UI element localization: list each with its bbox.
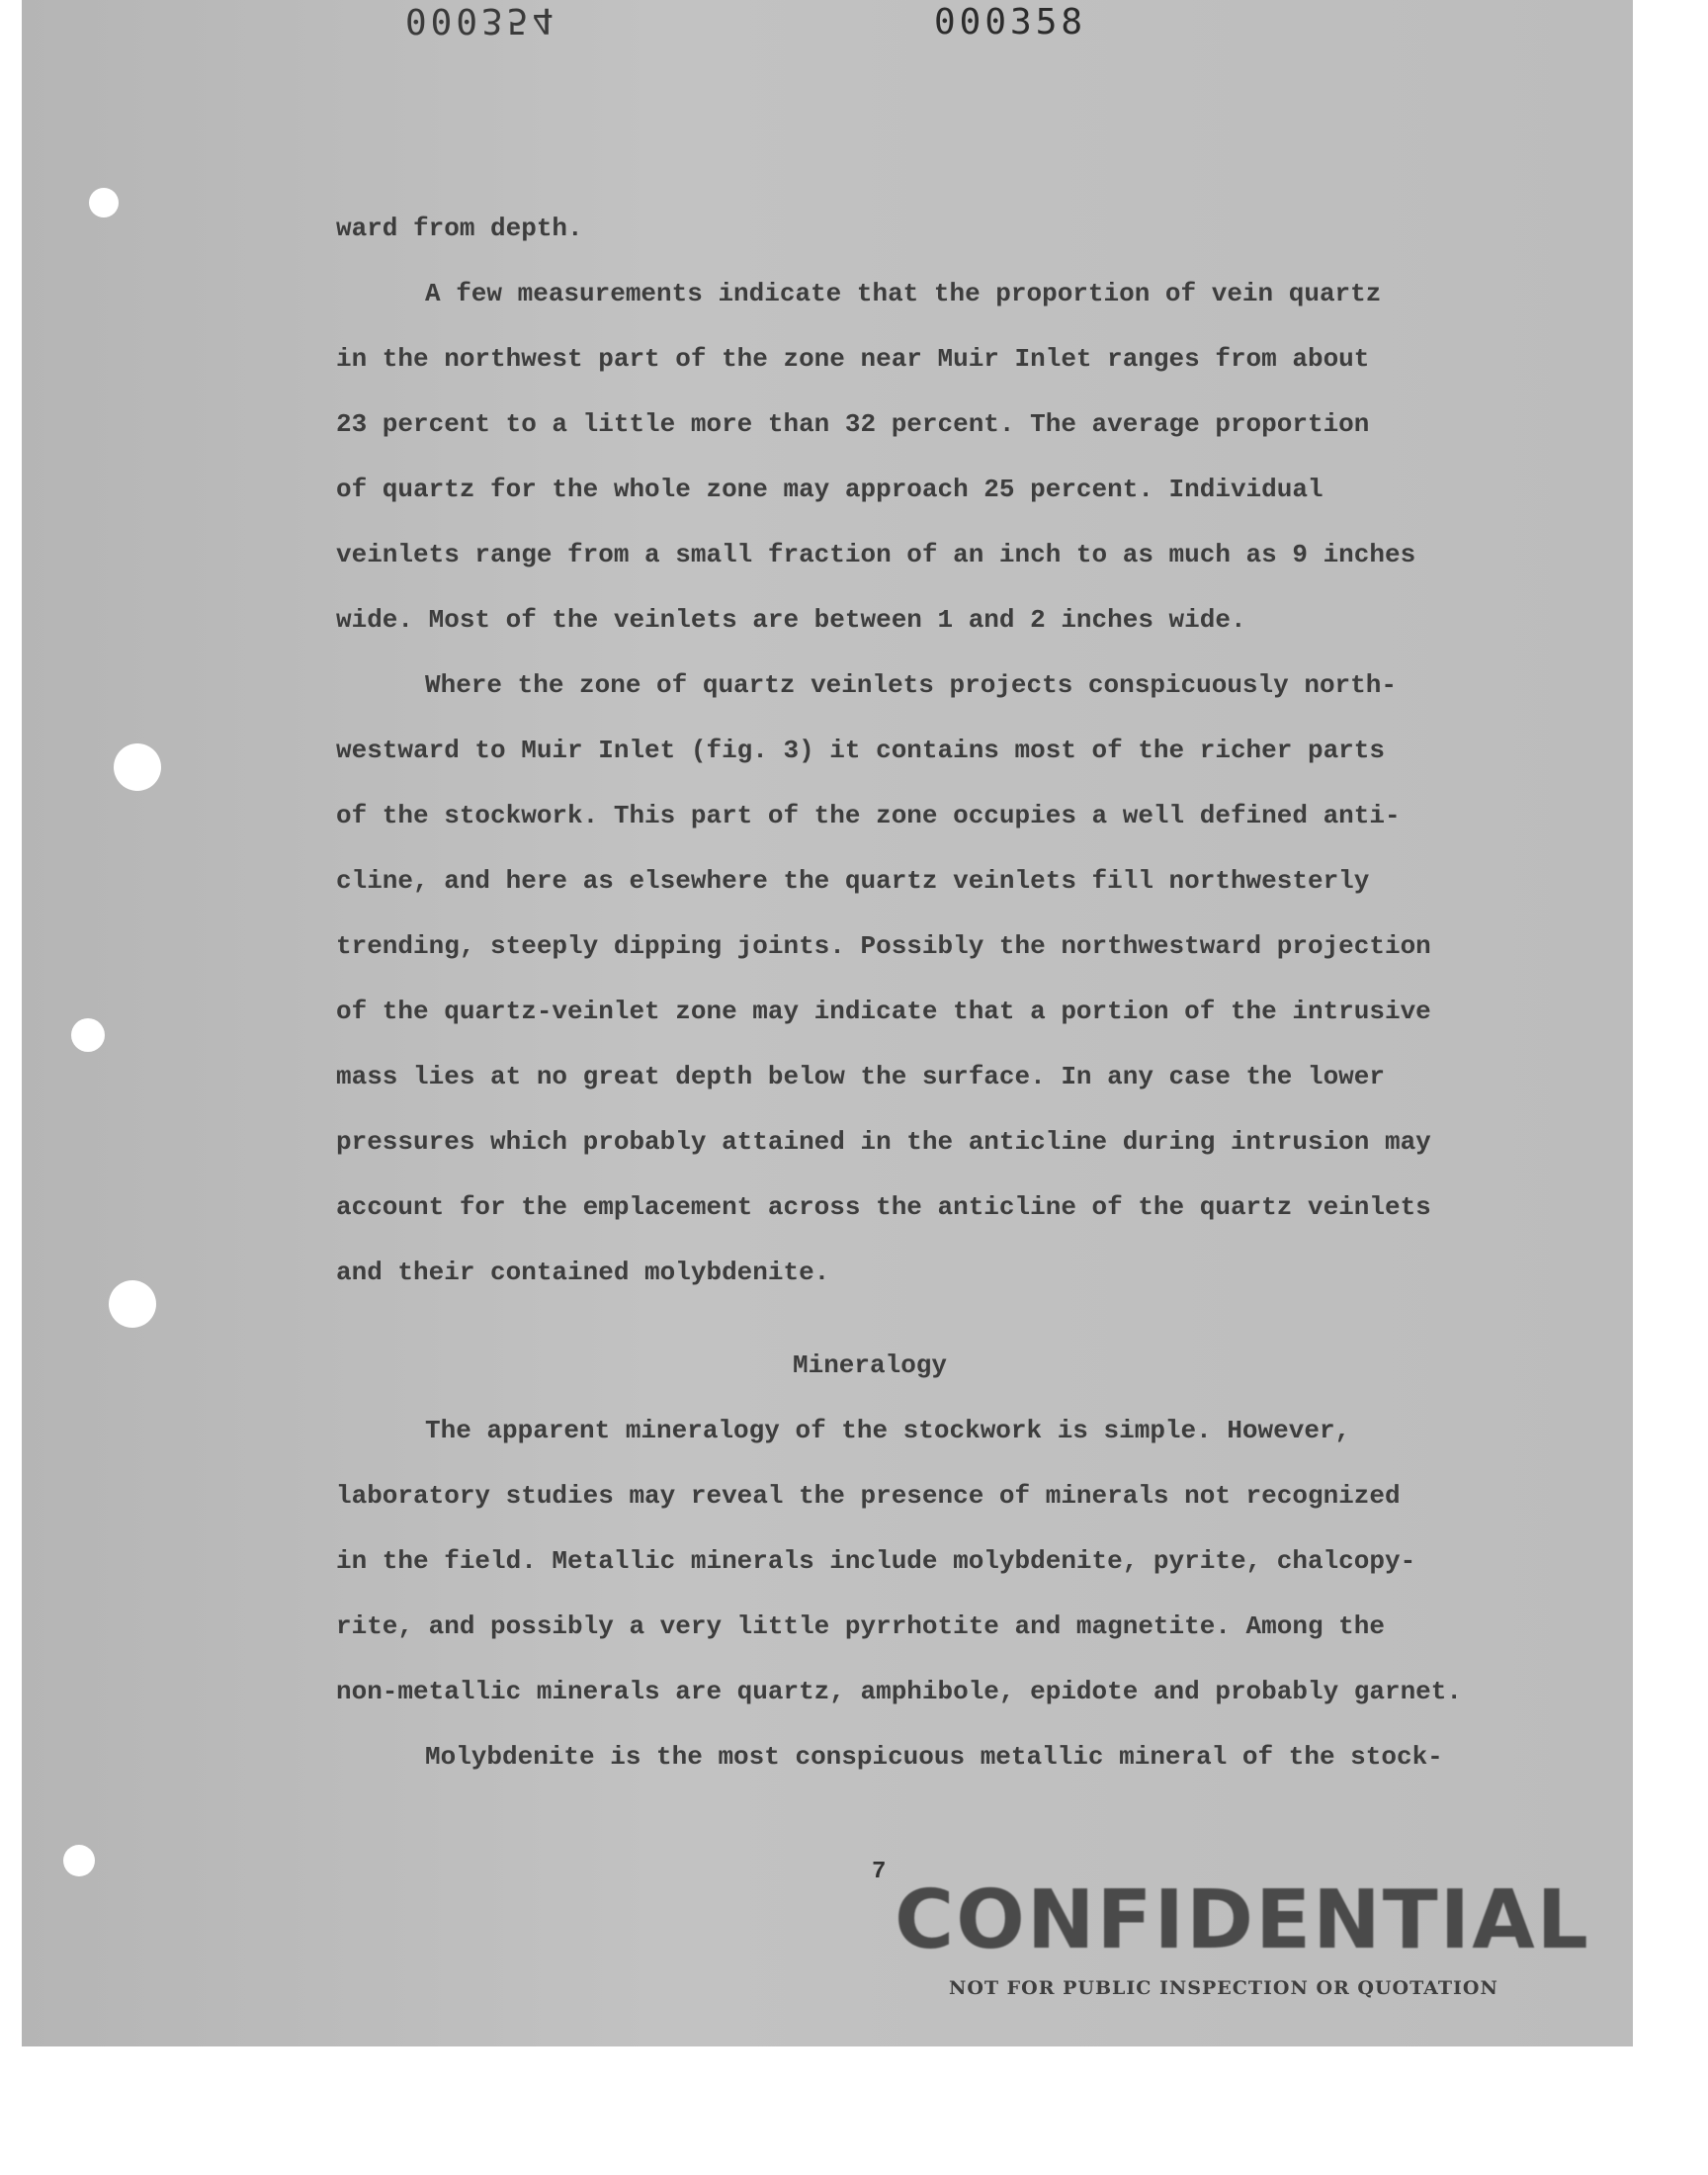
binder-hole-1 [89, 188, 119, 218]
page-number: 7 [872, 1859, 887, 1885]
bates-stamp-mirrored: 000354 [405, 0, 558, 41]
paragraph-continuation: ward from depth. [336, 214, 583, 243]
paragraph-measurements: A few measurements indicate that the proportion of vein quartz in the northwest part of the zone near Muir Inlet ranges from about 23 percent to a little more than 32 percent. The average proportion of quartz for the whole zone may approach 25 percent. Individual veinlets range from a small fraction of an inch to as much as 9 inches wide. Most of the veinlets are between 1 and 2 inches wide. [336, 279, 1416, 635]
binder-hole-2 [114, 743, 161, 791]
paragraph-molybdenite: Molybdenite is the most conspicuous metallic mineral of the stock- [425, 1742, 1443, 1772]
bates-stamp-number: 000358 [934, 2, 1087, 43]
section-heading-mineralogy: Mineralogy [792, 1350, 948, 1380]
paragraph-zone-projection: Where the zone of quartz veinlets projects conspicuously north- westward to Muir Inlet (fig. 3) it contains most of the richer parts of the stockwork. This part of the zone occupies a well defined anti- cline, and here as elsewhere the quartz veinlets fill northwesterly trending, steeply dipping joints. Possibly the northwestward projection of the quartz-veinlet zone may indicate that a portion of the intrusive mass lies at no great depth below the surface. In any case the lower pressures which probably attained in the anticline during intrusion may account for the emplacement across the anticline of the quartz veinlets and their contained molybdenite. [336, 670, 1431, 1287]
binder-hole-4 [109, 1280, 156, 1328]
paragraph-mineralogy: The apparent mineralogy of the stockwork is simple. However, laboratory studies may reveal the presence of minerals not recognized in the field. Metallic minerals include molybdenite, pyrite, chalcopy- rite, and possibly a very little pyrrhotite and magnetite. Among the non-metallic minerals are quartz, amphibole, epidote and probably garnet. [336, 1416, 1462, 1706]
body-text [336, 196, 1522, 1789]
confidential-stamp-title: CONFIDENTIAL [895, 1873, 1590, 1967]
confidential-stamp-subtitle: NOT FOR PUBLIC INSPECTION OR QUOTATION [949, 1977, 1498, 1999]
binder-hole-3 [71, 1018, 105, 1052]
binder-hole-5 [63, 1845, 95, 1876]
